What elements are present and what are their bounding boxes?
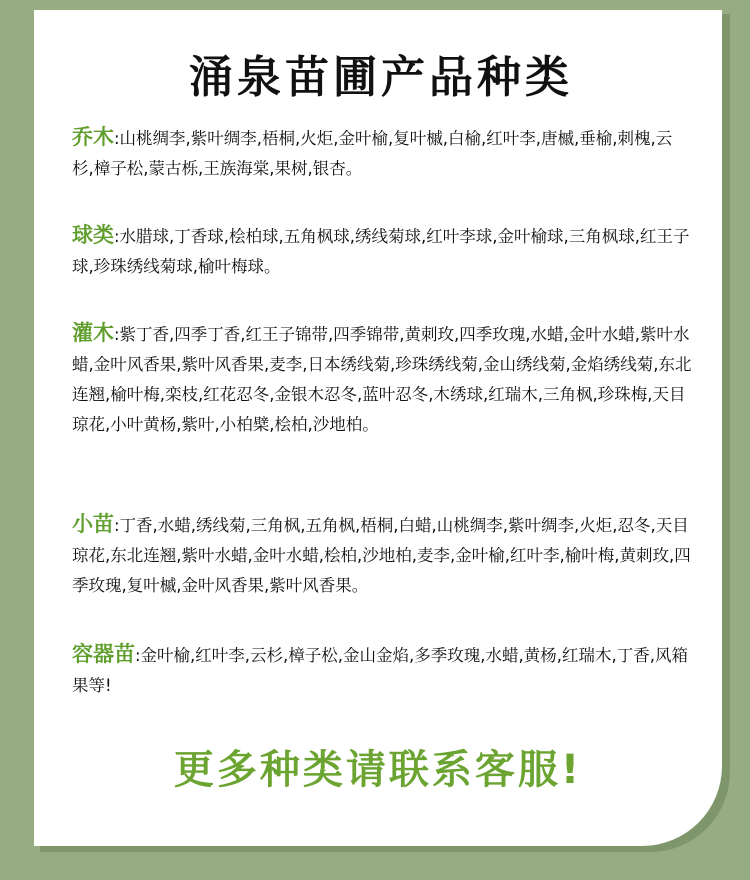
section-text: :金叶榆,红叶李,云杉,樟子松,金山金焰,多季玫瑰,水蜡,黄杨,红瑞木,丁香,风箱果等!: [72, 646, 689, 695]
section-label: 容器苗: [72, 642, 135, 666]
section-text: :丁香,水蜡,绣线菊,三角枫,五角枫,梧桐,白蜡,山桃绸李,紫叶绸李,火炬,忍冬,天目琼花,东北连翘,紫叶水蜡,金叶水蜡,桧柏,沙地柏,麦李,金叶榆,红叶李,榆叶梅,黄刺玫,四季玫瑰,复叶槭,金叶风香果,紫叶风香果。: [72, 516, 691, 595]
section-label: 小苗: [72, 512, 114, 536]
section-paragraph: [72, 122, 692, 184]
section-label: 乔木: [72, 125, 114, 149]
section-text: :水腊球,丁香球,桧柏球,五角枫球,绣线菊球,红叶李球,金叶榆球,三角枫球,红王子球,珍珠绣线菊球,榆叶梅球。: [72, 227, 690, 276]
section-paragraph: [72, 509, 692, 601]
section-shrubs: [72, 318, 692, 440]
section-paragraph: [72, 220, 692, 282]
section-arbor: [72, 122, 692, 184]
section-text: :紫丁香,四季丁香,红王子锦带,四季锦带,黄刺玫,四季玫瑰,水蜡,金叶水蜡,紫叶水蜡,金叶风香果,紫叶风香果,麦李,日本绣线菊,珍珠绣线菊,金山绣线菊,金焰绣线菊,东北连翘,榆叶梅,栾枝,红花忍冬,金银木忍冬,蓝叶忍冬,木绣球,红瑞木,三角枫,珍珠梅,天目琼花,小叶黄杨,紫叶,小柏檗,桧柏,沙地柏。: [72, 325, 692, 434]
footer-contact-text: 更多种类请联系客服!: [173, 747, 583, 793]
section-label: 灌木: [72, 321, 114, 345]
section-paragraph: [72, 639, 692, 701]
section-seedlings: [72, 509, 692, 601]
page-title: 涌泉苗圃产品种类: [189, 52, 573, 103]
section-paragraph: [72, 318, 692, 440]
section-container-seedlings: [72, 639, 692, 701]
section-text: :山桃绸李,紫叶绸李,梧桐,火炬,金叶榆,复叶槭,白榆,红叶李,唐槭,垂榆,刺槐,云杉,樟子松,蒙古栎,王族海棠,果树,银杏。: [72, 129, 673, 178]
section-ball-shrubs: [72, 220, 692, 282]
product-card: [34, 10, 722, 846]
section-label: 球类: [72, 223, 114, 247]
